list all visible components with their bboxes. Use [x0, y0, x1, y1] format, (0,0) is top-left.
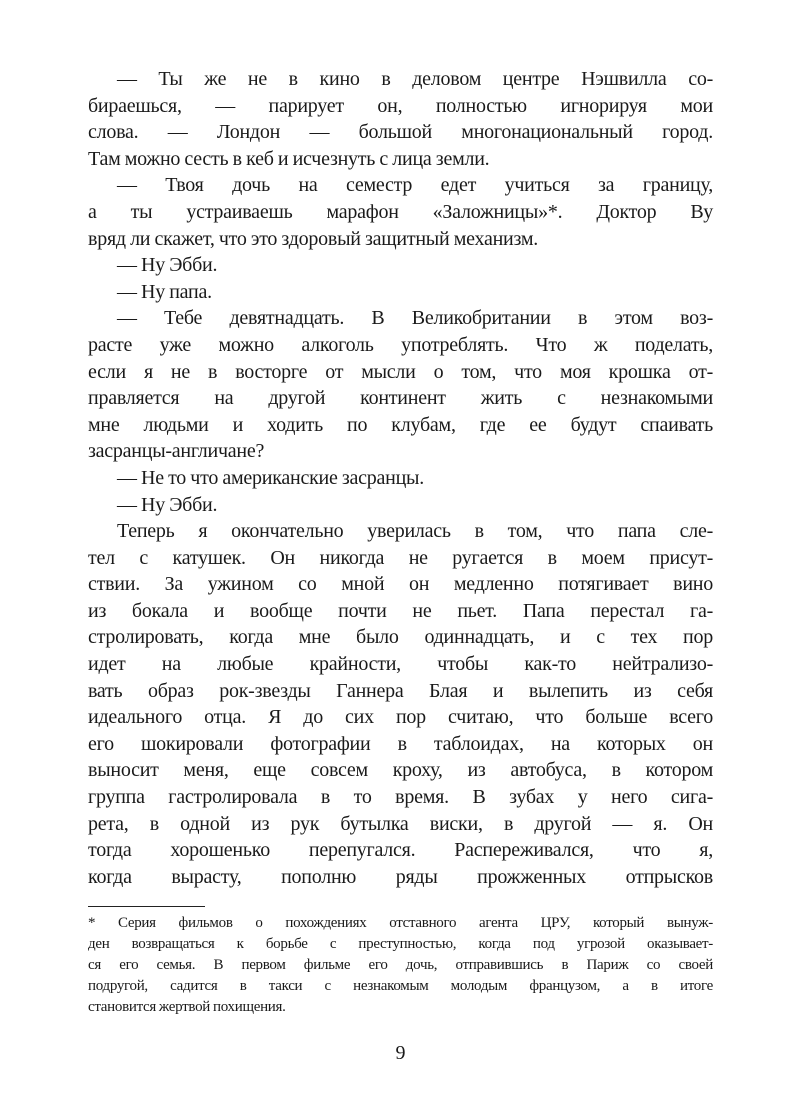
text-line: выносит меня, еще совсем кроху, из автобуса, в котором [88, 759, 713, 782]
text-line: — Твоя дочь на семестр едет учиться за границу, [117, 174, 713, 197]
footnote-line: * Серия фильмов о похождениях отставного агента ЦРУ, который вынуж- [88, 915, 713, 932]
text-line: стролировать, когда мне было одиннадцать, и с тех пор [88, 626, 713, 649]
text-line: — Ну Эбби. [117, 254, 218, 277]
text-line: его шокировали фотографии в таблоидах, на которых он [88, 732, 713, 755]
text-line: Теперь я окончательно уверилась в том, что папа сле- [117, 520, 713, 543]
footnote-divider [88, 906, 205, 907]
footnote-line: становится жертвой похищения. [88, 999, 286, 1016]
footnote [88, 913, 713, 1018]
text-line: тогда хорошенько перепугался. Распереживался, что я, [88, 839, 713, 862]
text-line: вряд ли скажет, что это здоровый защитный механизм. [88, 227, 539, 250]
text-line: если я не в восторге от мысли о том, что моя крошка от- [88, 360, 713, 383]
text-line: расте уже можно алкоголь употреблять. Что ж поделать, [88, 333, 713, 356]
text-line: мне людьми и ходить по клубам, где ее будут спаивать [88, 413, 713, 436]
text-line: когда вырасту, пополню ряды прожженных отпрысков [88, 865, 713, 888]
footnote-line: ся его семья. В первом фильме его дочь, отправившись в Париж со своей [88, 957, 713, 974]
page-number: 9 [395, 1042, 406, 1065]
text-line: засранцы-англичане? [88, 440, 265, 463]
text-line: — Ну папа. [117, 280, 212, 303]
text-line: бираешься, — парирует он, полностью игнорируя мои [88, 94, 713, 117]
text-line: группа гастролировала в то время. В зубах у него сига- [88, 786, 713, 809]
text-line: рета, в одной из рук бутылка виски, в другой — я. Он [88, 812, 713, 835]
text-line: — Ты же не в кино в деловом центре Нэшвилла со- [117, 68, 713, 90]
footnote-line: ден возвращаться к борьбе с преступностью, когда под угрозой оказывает- [88, 936, 713, 953]
text-line: — Не то что американские засранцы. [117, 466, 424, 489]
text-line: из бокала и вообще почти не пьет. Папа перестал га- [88, 599, 713, 622]
text-line: тел с катушек. Он никогда не ругается в моем присут- [88, 546, 713, 569]
text-line: идет на любые крайности, чтобы как-то нейтрализо- [88, 653, 713, 676]
text-line: — Ну Эбби. [117, 493, 218, 516]
text-line: — Тебе девятнадцать. В Великобритании в этом воз- [117, 307, 713, 330]
text-line: правляется на другой континент жить с незнакомыми [88, 387, 713, 410]
text-line: Там можно сесть в кеб и исчезнуть с лица земли. [88, 147, 490, 170]
text-line: слова. — Лондон — большой многонациональный город. [88, 121, 713, 144]
text-line: а ты устраиваешь марафон «Заложницы»*. Доктор Ву [88, 200, 713, 223]
text-line: идеального отца. Я до сих пор считаю, что больше всего [88, 706, 713, 729]
text-line: вать образ рок-звезды Ганнера Блая и вылепить из себя [88, 679, 713, 702]
text-line: ствии. За ужином со мной он медленно потягивает вино [88, 573, 713, 596]
footnote-line: подругой, садится в такси с незнакомым молодым французом, а в итоге [88, 978, 713, 995]
body-text [88, 66, 713, 890]
